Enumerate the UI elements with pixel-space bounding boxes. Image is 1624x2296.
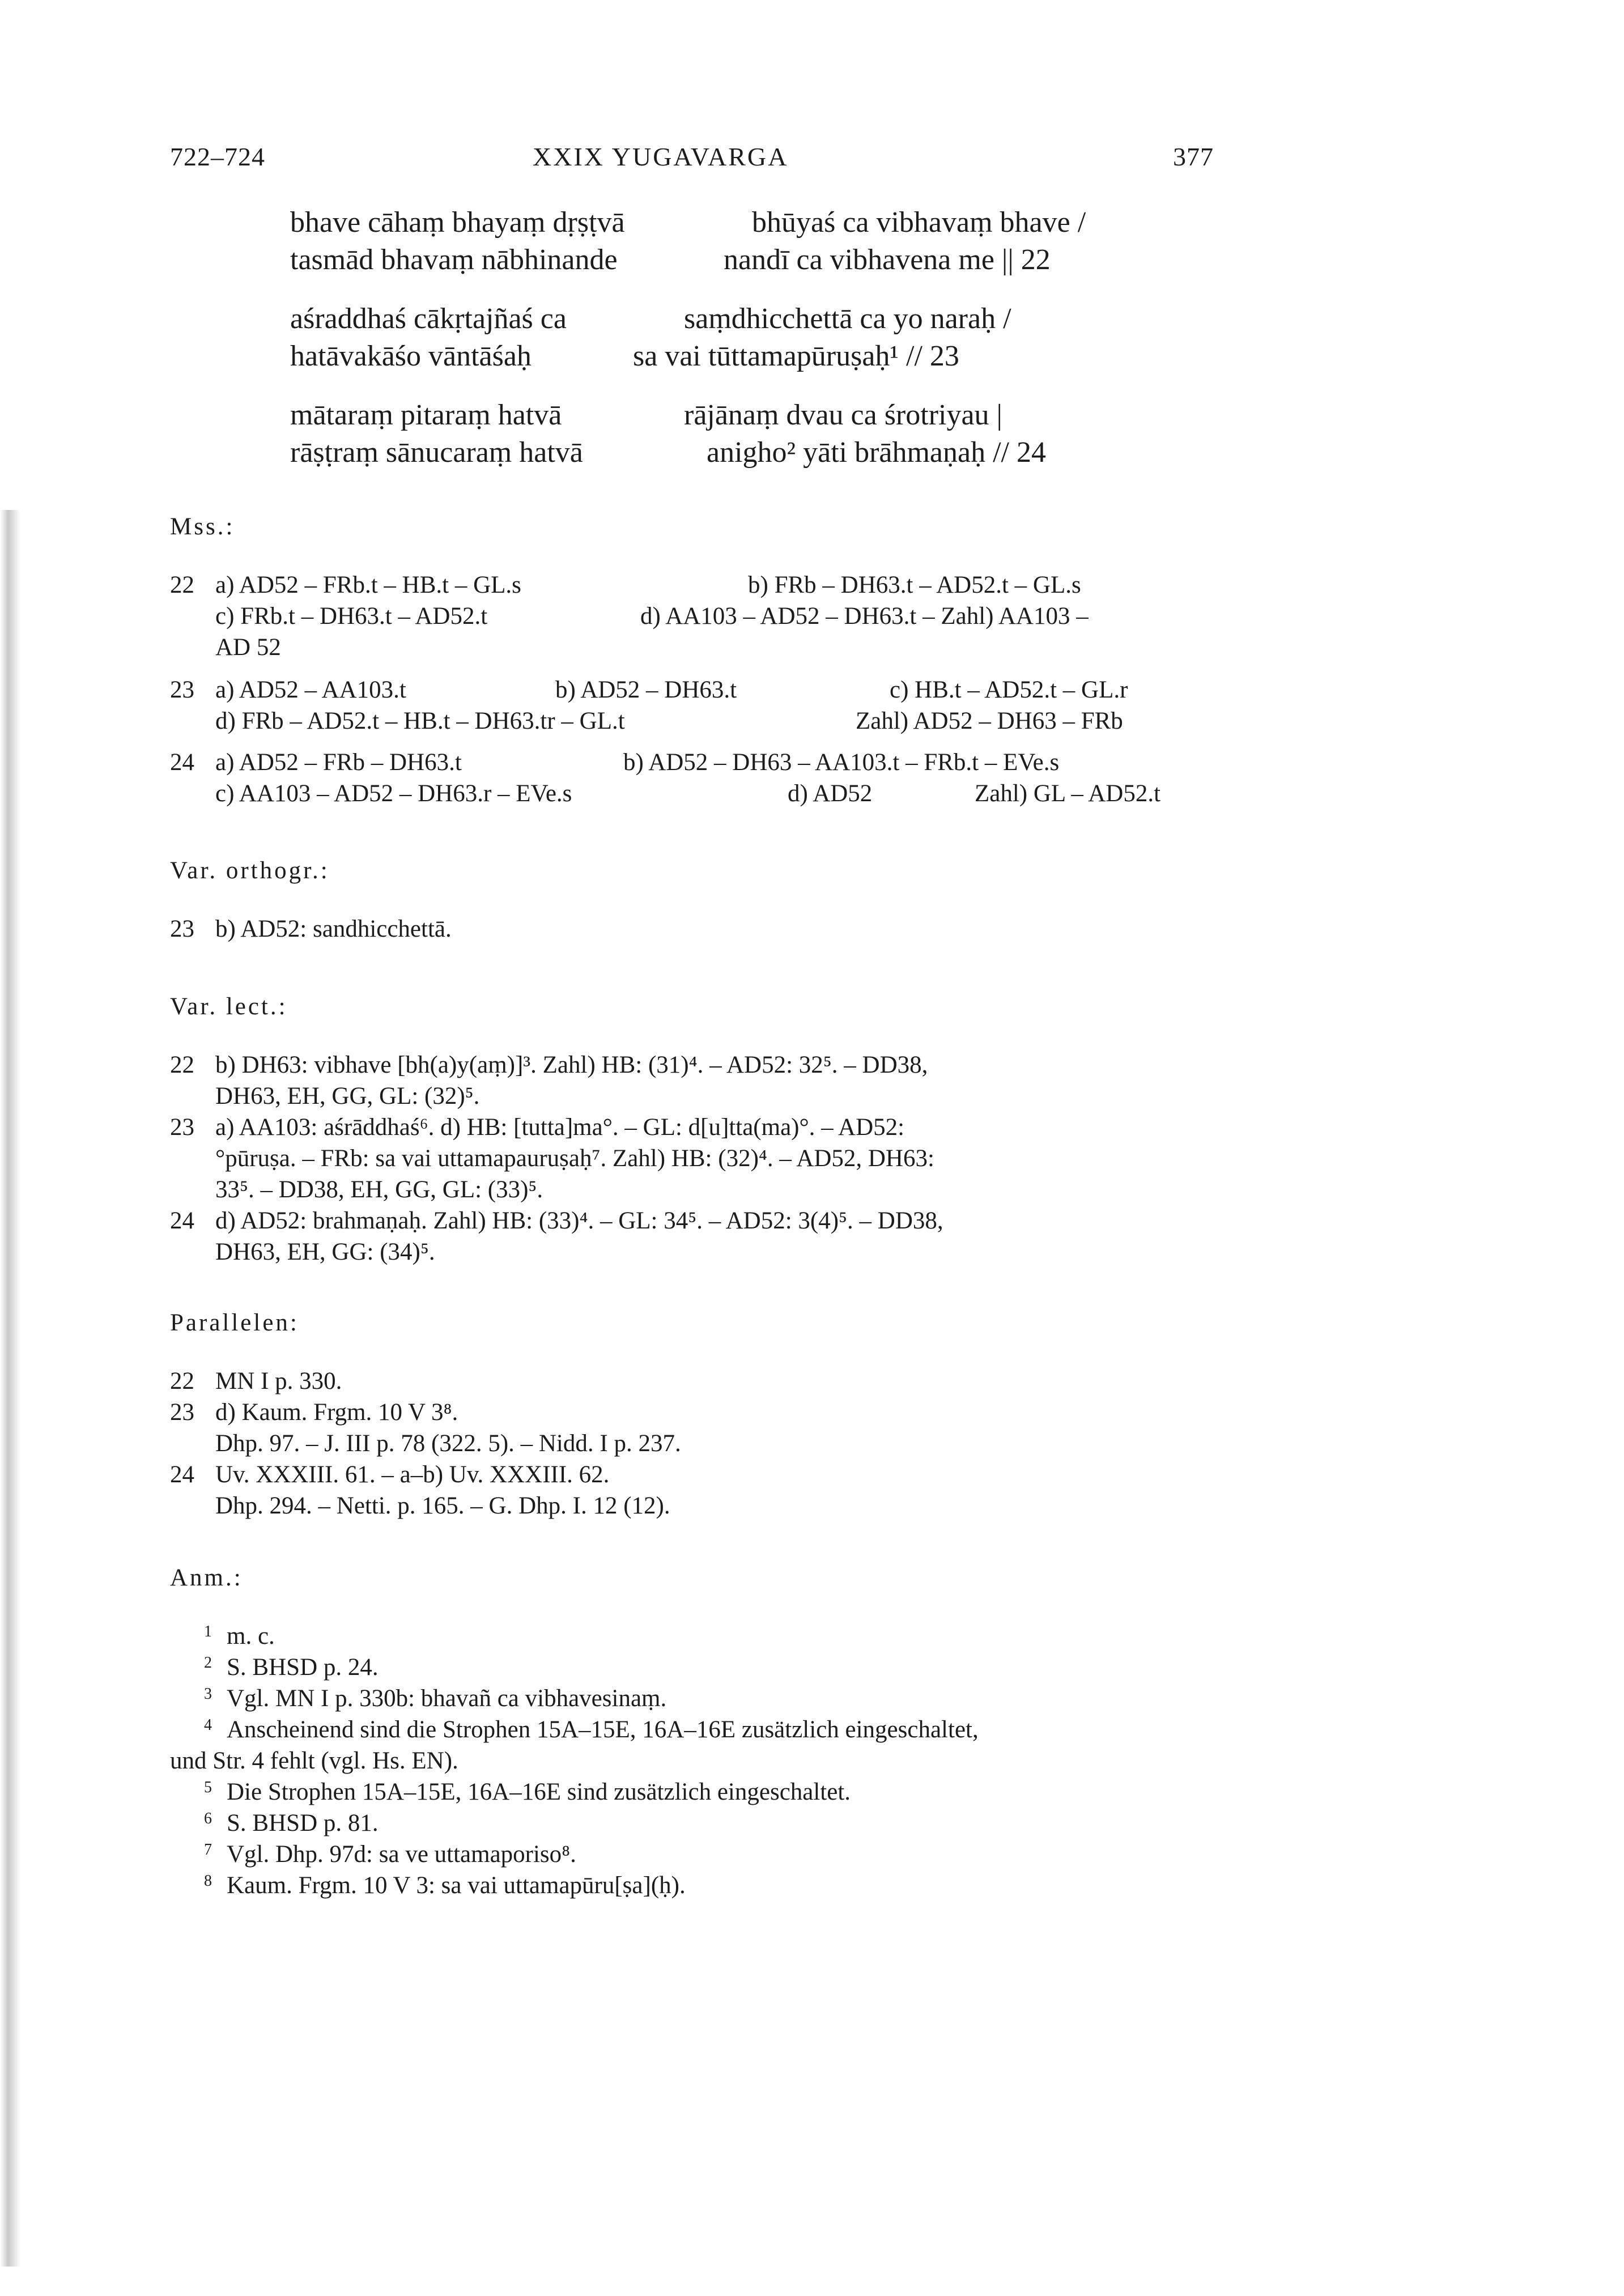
apparatus-segment: DH63, EH, GG: (34)⁵. xyxy=(215,1239,435,1265)
apparatus-line xyxy=(170,1428,1235,1459)
apparatus-segment: a) AA103: aśrāddhaś⁶. d) HB: [tutta]ma°. – GL: d[u]tta(ma)°. – AD52: xyxy=(215,1114,905,1141)
verse-pada-b: saṃdhicchettā ca yo naraḥ / xyxy=(684,303,1011,335)
verse-pada-d: nandī ca vibhavena me || 22 xyxy=(724,244,1051,276)
footnote-text: S. BHSD p. 81. xyxy=(227,1810,379,1836)
verse-number: 24 xyxy=(170,1461,194,1488)
footnote-5 xyxy=(170,1776,1247,1808)
apparatus-segment: Dhp. 97. – J. III p. 78 (322. 5). – Nidd. I p. 237. xyxy=(215,1430,681,1457)
apparatus-segment: c) FRb.t – DH63.t – AD52.t xyxy=(215,603,488,630)
apparatus-segment: d) FRb – AD52.t – HB.t – DH63.tr – GL.t xyxy=(215,708,625,734)
apparatus-line xyxy=(170,1081,1235,1112)
apparatus-segment: b) AD52 – DH63 – AA103.t – FRb.t – EVe.s xyxy=(623,749,1060,776)
apparatus-segment: c) AA103 – AD52 – DH63.r – EVe.s xyxy=(215,780,572,807)
verse-number: 23 xyxy=(170,1114,194,1141)
parallelen-entry-23 xyxy=(170,1397,1235,1459)
apparatus-line xyxy=(170,632,1235,663)
apparatus-segment: d) AD52: brahmaṇaḥ. Zahl) HB: (33)⁴. – GL: 34⁵. – AD52: 3(4)⁵. – DD38, xyxy=(215,1207,943,1234)
parallelen-entry-24 xyxy=(170,1459,1235,1521)
verse-pada-b: rājānaṃ dvau ca śrotriyau | xyxy=(684,399,1002,431)
var-lect-entry-22 xyxy=(170,1049,1235,1112)
apparatus-segment: d) AA103 – AD52 – DH63.t – Zahl) AA103 – xyxy=(640,603,1089,630)
verse-line xyxy=(290,338,1253,375)
verse-number: 23 xyxy=(170,1399,194,1426)
verse-23 xyxy=(290,300,1253,375)
section-heading-anm: Anm.: xyxy=(170,1564,243,1591)
apparatus-segment: Uv. XXXIII. 61. – a–b) Uv. XXXIII. 62. xyxy=(215,1461,610,1488)
section-heading-var-orthogr: Var. orthogr.: xyxy=(170,857,330,884)
verse-line xyxy=(290,397,1253,434)
apparatus-segment: Zahl) GL – AD52.t xyxy=(975,780,1161,807)
apparatus-segment: c) HB.t – AD52.t – GL.r xyxy=(890,677,1128,703)
verse-pada-d: sa vai tūttamapūruṣaḥ¹ // 23 xyxy=(633,340,959,372)
apparatus-segment: a) AD52 – AA103.t xyxy=(215,677,406,703)
apparatus-line xyxy=(170,1459,1235,1490)
verse-line xyxy=(290,241,1253,279)
page-range: 722–724 xyxy=(170,142,265,171)
verse-number: 22 xyxy=(170,572,194,598)
apparatus-segment: b) AD52: sandhicchettā. xyxy=(215,916,452,942)
footnote-marker: 3 xyxy=(204,1685,212,1703)
apparatus-segment: AD 52 xyxy=(215,634,281,661)
section-heading-parallelen: Parallelen: xyxy=(170,1309,299,1336)
verse-pada-a: bhave cāhaṃ bhayaṃ dṛṣṭvā xyxy=(290,206,625,239)
footnote-marker: 4 xyxy=(204,1716,212,1734)
apparatus-segment: a) AD52 – FRb.t – HB.t – GL.s xyxy=(215,572,521,598)
footnote-text: Vgl. Dhp. 97d: sa ve uttamaporiso⁸. xyxy=(227,1841,576,1868)
footnote-marker: 1 xyxy=(204,1623,212,1640)
apparatus-segment: d) AD52 xyxy=(788,780,873,807)
running-title: XXIX YUGAVARGA xyxy=(533,142,789,171)
verse-number: 24 xyxy=(170,749,194,776)
verse-pada-c: hatāvakāśo vāntāśaḥ xyxy=(290,340,532,372)
mss-entry-22 xyxy=(170,569,1235,663)
binding-shadow xyxy=(0,510,20,2267)
footnote-2 xyxy=(170,1652,1247,1683)
mss-entry-24 xyxy=(170,747,1235,809)
apparatus-line xyxy=(170,601,1235,632)
verse-22 xyxy=(290,204,1253,279)
footnote-marker: 7 xyxy=(204,1841,212,1859)
footnote-text: Kaum. Frgm. 10 V 3: sa vai uttamapūru[ṣa](ḥ). xyxy=(227,1872,686,1899)
apparatus-segment: MN I p. 330. xyxy=(215,1368,342,1394)
apparatus-line xyxy=(170,1174,1235,1205)
verse-pada-c: tasmād bhavaṃ nābhinande xyxy=(290,244,618,276)
apparatus-line xyxy=(170,705,1235,737)
verse-number: 22 xyxy=(170,1052,194,1078)
apparatus-segment: °pūruṣa. – FRb: sa vai uttamapauruṣaḥ⁷. Zahl) HB: (32)⁴. – AD52, DH63: xyxy=(215,1145,934,1172)
apparatus-line xyxy=(170,913,1235,945)
footnote-text: Vgl. MN I p. 330b: bhavañ ca vibhavesinaṃ. xyxy=(227,1685,667,1712)
apparatus-line xyxy=(170,1236,1235,1268)
footnote-1 xyxy=(170,1621,1247,1652)
verse-number: 22 xyxy=(170,1368,194,1394)
footnote-marker: 5 xyxy=(204,1779,212,1796)
verse-pada-a: mātaraṃ pitaraṃ hatvā xyxy=(290,399,562,431)
verse-24 xyxy=(290,397,1253,471)
footnote-marker: 6 xyxy=(204,1810,212,1827)
verse-number: 23 xyxy=(170,916,194,942)
footnote-4 xyxy=(170,1714,1247,1776)
footnote-text: Die Strophen 15A–15E, 16A–16E sind zusätzlich eingeschaltet. xyxy=(227,1779,851,1805)
footnote-text: Anscheinend sind die Strophen 15A–15E, 16A–16E zusätzlich eingeschaltet, xyxy=(227,1716,979,1743)
apparatus-segment: b) FRb – DH63.t – AD52.t – GL.s xyxy=(748,572,1081,598)
footnote-marker: 8 xyxy=(204,1872,212,1890)
section-heading-mss: Mss.: xyxy=(170,513,235,540)
mss-entry-23 xyxy=(170,674,1235,737)
apparatus-line xyxy=(170,1049,1235,1081)
footnote-text-continuation: und Str. 4 fehlt (vgl. Hs. EN). xyxy=(170,1747,458,1774)
apparatus-line xyxy=(170,1490,1235,1521)
apparatus-line xyxy=(170,1397,1235,1428)
var-orthogr-entry-23 xyxy=(170,913,1235,945)
footnote-text: S. BHSD p. 24. xyxy=(227,1654,379,1681)
verse-pada-d: anigho² yāti brāhmaṇaḥ // 24 xyxy=(707,436,1046,469)
footnote-6 xyxy=(170,1808,1247,1839)
verse-pada-a: aśraddhaś cākṛtajñaś ca xyxy=(290,303,567,335)
apparatus-segment: b) DH63: vibhave [bh(a)y(aṃ)]³. Zahl) HB: (31)⁴. – AD52: 32⁵. – DD38, xyxy=(215,1052,928,1078)
verse-line xyxy=(290,434,1253,471)
verse-pada-c: rāṣṭraṃ sānucaraṃ hatvā xyxy=(290,436,583,469)
apparatus-line xyxy=(170,1112,1235,1143)
verse-number: 23 xyxy=(170,677,194,703)
apparatus-segment: 33⁵. – DD38, EH, GG, GL: (33)⁵. xyxy=(215,1176,543,1203)
verse-number: 24 xyxy=(170,1207,194,1234)
footnote-7 xyxy=(170,1839,1247,1870)
verse-pada-b: bhūyaś ca vibhavaṃ bhave / xyxy=(752,206,1086,239)
var-lect-entry-24 xyxy=(170,1205,1235,1268)
apparatus-segment: Dhp. 294. – Netti. p. 165. – G. Dhp. I. 12 (12). xyxy=(215,1493,670,1519)
apparatus-segment: a) AD52 – FRb – DH63.t xyxy=(215,749,462,776)
apparatus-line xyxy=(170,674,1235,705)
section-heading-var-lect: Var. lect.: xyxy=(170,993,288,1020)
apparatus-segment: Zahl) AD52 – DH63 – FRb xyxy=(856,708,1123,734)
apparatus-line xyxy=(170,1366,1235,1397)
verse-line xyxy=(290,300,1253,338)
apparatus-line xyxy=(170,747,1235,778)
apparatus-line xyxy=(170,778,1235,809)
apparatus-line xyxy=(170,1143,1235,1174)
page-number: 377 xyxy=(1173,142,1214,171)
footnote-3 xyxy=(170,1683,1247,1714)
footnote-text: m. c. xyxy=(227,1623,275,1649)
apparatus-line xyxy=(170,1205,1235,1236)
footnote-marker: 2 xyxy=(204,1654,212,1672)
parallelen-entry-22 xyxy=(170,1366,1235,1397)
var-lect-entry-23 xyxy=(170,1112,1235,1205)
apparatus-line xyxy=(170,569,1235,601)
verse-line xyxy=(290,204,1253,241)
apparatus-segment: d) Kaum. Frgm. 10 V 3⁸. xyxy=(215,1399,458,1426)
footnotes xyxy=(170,1621,1247,1901)
apparatus-segment: DH63, EH, GG, GL: (32)⁵. xyxy=(215,1083,480,1109)
footnote-8 xyxy=(170,1870,1247,1901)
apparatus-segment: b) AD52 – DH63.t xyxy=(555,677,737,703)
